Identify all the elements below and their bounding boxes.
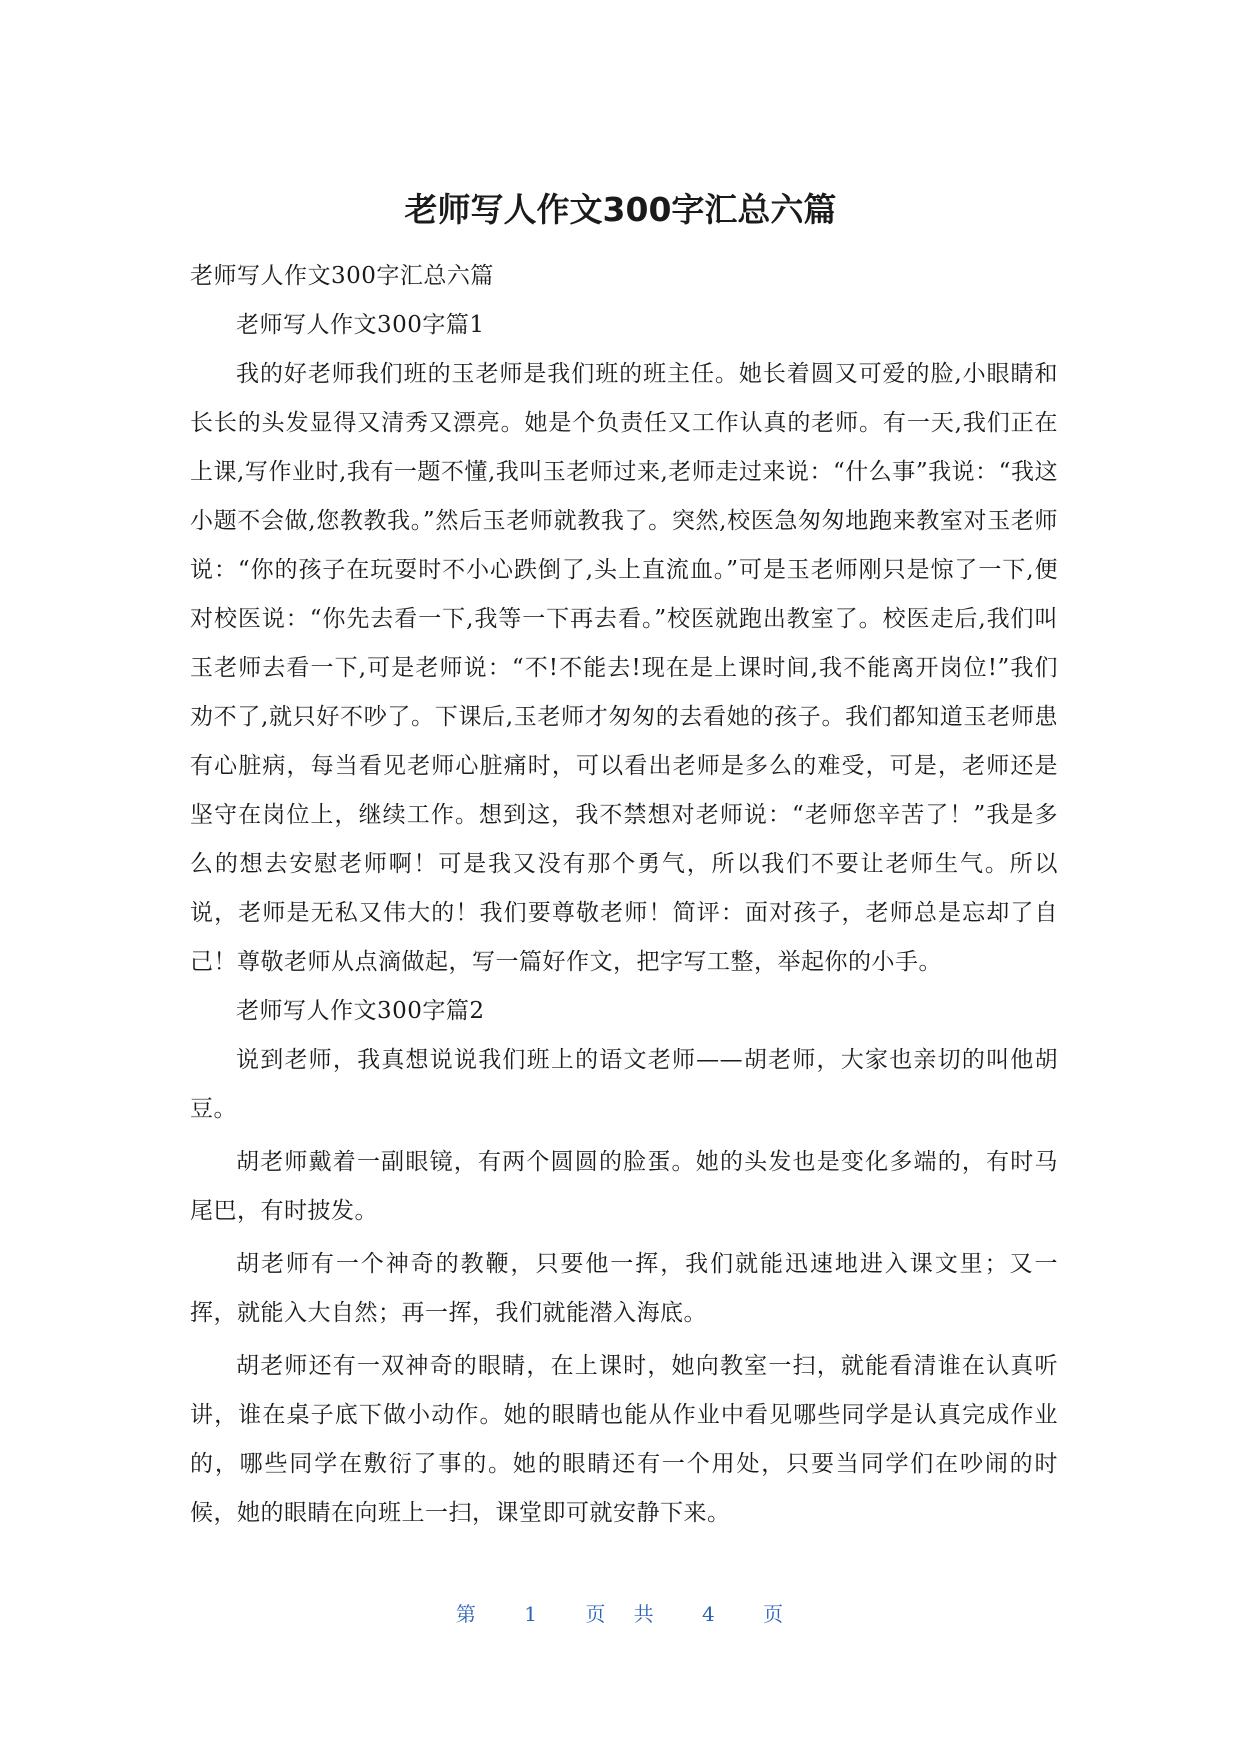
document-title: 老师写人作文300字汇总六篇 bbox=[404, 190, 837, 229]
section2-heading: 老师写人作文300字篇2 bbox=[236, 998, 485, 1024]
section2-paragraph-2: 胡老师戴着一副眼镜，有两个圆圆的脸蛋。她的头发也是变化多端的，有时马尾巴，有时披发。 bbox=[190, 1149, 1058, 1224]
section2-paragraph-3: 胡老师有一个神奇的教鞭，只要他一挥，我们就能迅速地进入课文里；又一挥，就能入大自然；再一挥，我们就能潜入海底。 bbox=[190, 1251, 1058, 1326]
footer-current-page: 1 bbox=[524, 1602, 539, 1626]
document-body bbox=[190, 252, 1058, 1538]
footer-label-page: 第 bbox=[455, 1602, 478, 1626]
footer-label-end: 页 bbox=[763, 1602, 786, 1626]
footer-label-of: 页 共 bbox=[585, 1602, 656, 1626]
section1-paragraph: 我的好老师我们班的玉老师是我们班的班主任。她长着圆又可爱的脸,小眼睛和长长的头发显得又清秀又漂亮。她是个负责任又工作认真的老师。有一天,我们正在上课,写作业时,我有一题不懂,我叫玉老师过来,老师走过来说：“什么事”我说：“我这小题不会做,您教教我。”然后玉老师就教我了。突然,校医急匆匆地跑来教室对玉老师说：“你的孩子在玩耍时不小心跌倒了,头上直流血。”可是玉老师刚只是惊了一下,便对校医说：“你先去看一下,我等一下再去看。”校医就跑出教室了。校医走后,我们叫玉老师去看一下,可是老师说：“不!不能去!现在是上课时间,我不能离开岗位!”我们劝不了,就只好不吵了。下课后,玉老师才匆匆的去看她的孩子。我们都知道玉老师患有心脏病，每当看见老师心脏痛时，可以看出老师是多么的难受，可是，老师还是坚守在岗位上，继续工作。想到这，我不禁想对老师说：“老师您辛苦了！”我是多么的想去安慰老师啊！可是我又没有那个勇气，所以我们不要让老师生气。所以说，老师是无私又伟大的！我们要尊敬老师！简评：面对孩子，老师总是忘却了自己！尊敬老师从点滴做起，写一篇好作文，把字写工整，举起你的小手。 bbox=[190, 361, 1058, 975]
section1-heading: 老师写人作文300字篇1 bbox=[236, 312, 485, 338]
section2-paragraph-4: 胡老师还有一双神奇的眼睛，在上课时，她向教室一扫，就能看清谁在认真听讲，谁在桌子底下做小动作。她的眼睛也能从作业中看见哪些同学是认真完成作业的，哪些同学在敷衍了事的。她的眼睛还有一个用处，只要当同学们在吵闹的时候，她的眼睛在向班上一扫，课堂即可就安静下来。 bbox=[190, 1353, 1058, 1526]
document-subtitle: 老师写人作文300字汇总六篇 bbox=[190, 263, 494, 289]
footer-total-pages: 4 bbox=[702, 1602, 717, 1626]
section2-paragraph-1: 说到老师，我真想说说我们班上的语文老师——胡老师，大家也亲切的叫他胡豆。 bbox=[190, 1047, 1058, 1122]
page-footer bbox=[0, 1598, 1241, 1627]
